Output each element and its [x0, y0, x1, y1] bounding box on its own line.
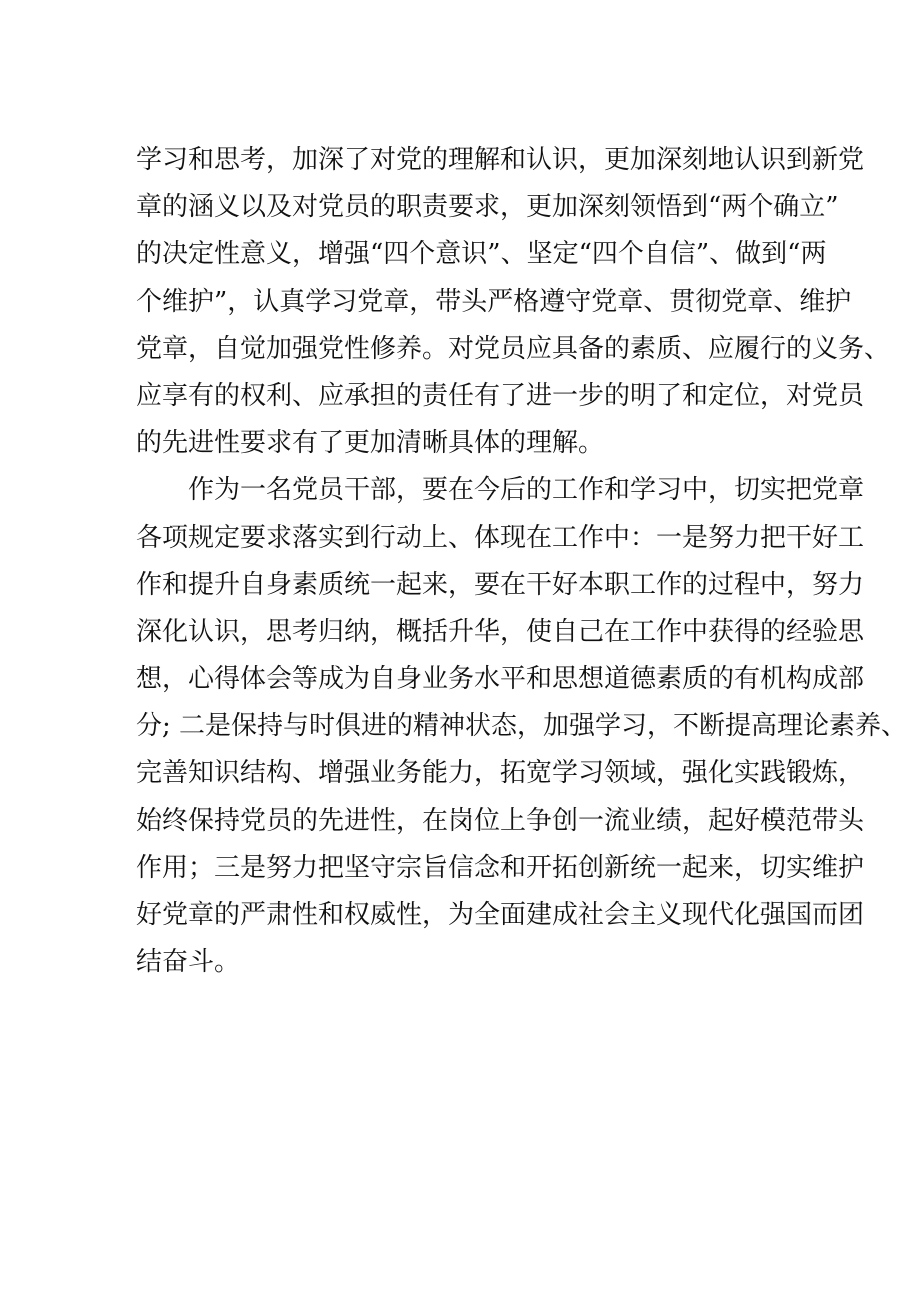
paragraph-line: 深化认识，思考归纳，概括升华，使自己在工作中获得的经验思 — [136, 616, 865, 647]
paragraph-line: 好党章的严肃性和权威性，为全面建成社会主义现代化强国而团 — [136, 900, 865, 930]
paragraph-line: 作为一名党员干部，要在今后的工作和学习中，切实把党章 — [188, 475, 865, 506]
document-body — [136, 137, 908, 1034]
paragraph-line: 的决定性意义，增强“四个意识”、坚定“四个自信”、做到“两 — [136, 239, 827, 270]
paragraph-2 — [136, 467, 908, 1033]
paragraph-line — [136, 986, 796, 1033]
paragraph-line: 分; 二是保持与时俱进的精神状态，加强学习，不断提高理论素养、 — [136, 711, 908, 742]
paragraph-line: 各项规定要求落实到行动上、体现在工作中：一是努力把干好工 — [136, 522, 865, 553]
paragraph-line: 始终保持党员的先进性，在岗位上争创一流业绩，起好模范带头 — [136, 805, 865, 836]
paragraph-line: 结奋斗。 — [136, 947, 241, 978]
paragraph-line: 作和提升自身素质统一起来，要在干好本职工作的过程中，努力 — [136, 569, 865, 600]
paragraph-line: 党章，自觉加强党性修养。对党员应具备的素质、应履行的义务、 — [136, 333, 891, 364]
paragraph-line: 想，心得体会等成为自身业务水平和思想道德素质的有机构成部 — [136, 664, 865, 695]
paragraph-line: 章的涵义以及对党员的职责要求，更加深刻领悟到“两个确立” — [136, 192, 839, 223]
paragraph-line: 作用；三是努力把坚守宗旨信念和开拓创新统一起来，切实维护 — [136, 852, 865, 883]
paragraph-line: 学习和思考，加深了对党的理解和认识，更加深刻地认识到新党 — [136, 145, 865, 175]
paragraph-line: 个维护”，认真学习党章，带头严格遵守党章、贯彻党章、维护 — [136, 286, 852, 317]
paragraph-line: 完善知识结构、增强业务能力，拓宽学习领域，强化实践锻炼， — [136, 758, 865, 789]
paragraph-line: 应享有的权利、应承担的责任有了进一步的明了和定位，对党员 — [136, 380, 865, 411]
paragraph-line: 的先进性要求有了更加清晰具体的理解。 — [136, 428, 605, 459]
paragraph-1 — [136, 137, 891, 467]
